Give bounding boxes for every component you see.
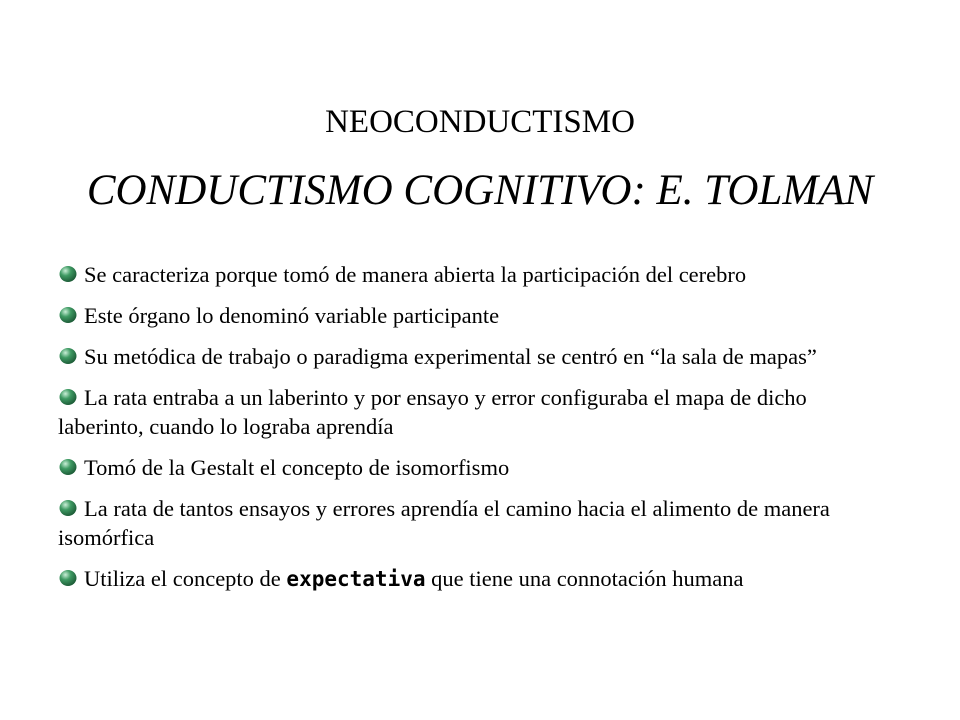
bullet-text: La rata de tantos ensayos y errores aprendía el camino hacia el alimento de manera isomórfica	[58, 496, 830, 550]
bullet-item	[58, 453, 898, 482]
slide-subtitle: CONDUCTISMO COGNITIVO: E. TOLMAN	[86, 167, 874, 214]
green-sphere-bullet-icon	[58, 302, 78, 320]
green-sphere-bullet-icon	[58, 261, 78, 279]
keyword-expectativa: expectativa	[286, 567, 426, 591]
bullet-item	[58, 342, 898, 371]
bullet-text-before: Utiliza el concepto de	[84, 566, 287, 591]
bullet-text: Se caracteriza porque tomó de manera abierta la participación del cerebro	[84, 262, 747, 287]
green-sphere-bullet-icon	[58, 565, 78, 583]
bullet-text: Tomó de la Gestalt el concepto de isomorfismo	[84, 455, 510, 480]
green-sphere-bullet-icon	[58, 384, 78, 402]
bullet-list	[58, 260, 898, 606]
bullet-item	[58, 494, 898, 552]
green-sphere-bullet-icon	[58, 495, 78, 513]
bullet-item	[58, 260, 898, 289]
green-sphere-bullet-icon	[58, 343, 78, 361]
bullet-item	[58, 301, 898, 330]
bullet-text: La rata entraba a un laberinto y por ensayo y error configuraba el mapa de dicho laberinto, cuando lo lograba aprendía	[58, 385, 807, 439]
bullet-text: Su metódica de trabajo o paradigma experimental se centró en “la sala de mapas”	[84, 344, 817, 369]
bullet-text-after: que tiene una connotación humana	[425, 566, 744, 591]
slide-title: NEOCONDUCTISMO	[325, 104, 635, 140]
bullet-item	[58, 564, 898, 594]
green-sphere-bullet-icon	[58, 454, 78, 472]
bullet-text: Este órgano lo denominó variable participante	[84, 303, 500, 328]
bullet-item	[58, 383, 898, 441]
